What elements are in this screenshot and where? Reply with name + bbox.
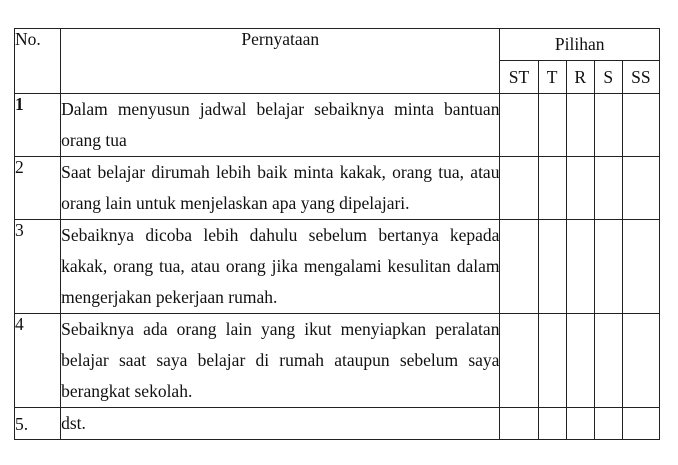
row-statement: Sebaiknya dicoba lebih dahulu sebelum bertanya kepada kakak, orang tua, atau orang jika mengalami kesulitan dalam mengerjakan pekerjaan rumah. <box>61 220 500 314</box>
header-option-st: ST <box>500 61 538 94</box>
choice-cell-t[interactable] <box>538 157 566 220</box>
choice-cell-ss[interactable] <box>622 157 659 220</box>
table-row <box>15 408 660 440</box>
row-number: 2 <box>15 157 61 220</box>
row-statement: Sebaiknya ada orang lain yang ikut menyiapkan peralatan belajar saat saya belajar di rumah ataupun sebelum saya berangkat sekolah. <box>61 314 500 408</box>
choice-cell-r[interactable] <box>566 314 594 408</box>
table-row <box>15 220 660 314</box>
header-number: No. <box>15 29 61 94</box>
choice-cell-s[interactable] <box>594 157 622 220</box>
choice-cell-r[interactable] <box>566 94 594 157</box>
choice-cell-t[interactable] <box>538 220 566 314</box>
choice-cell-t[interactable] <box>538 314 566 408</box>
choice-cell-st[interactable] <box>500 220 538 314</box>
choice-cell-st[interactable] <box>500 94 538 157</box>
choice-cell-r[interactable] <box>566 220 594 314</box>
table-header <box>15 29 660 94</box>
choice-cell-s[interactable] <box>594 408 622 440</box>
choice-cell-ss[interactable] <box>622 94 659 157</box>
choice-cell-ss[interactable] <box>622 220 659 314</box>
table-row <box>15 314 660 408</box>
choice-cell-s[interactable] <box>594 220 622 314</box>
row-number: 4 <box>15 314 61 408</box>
header-choice-group: Pilihan <box>500 29 660 61</box>
header-option-r: R <box>566 61 594 94</box>
choice-cell-t[interactable] <box>538 408 566 440</box>
choice-cell-t[interactable] <box>538 94 566 157</box>
choice-cell-st[interactable] <box>500 157 538 220</box>
header-statement: Pernyataan <box>61 29 500 94</box>
choice-cell-s[interactable] <box>594 314 622 408</box>
row-number: 5. <box>15 408 61 440</box>
questionnaire-table <box>14 28 660 440</box>
choice-cell-ss[interactable] <box>622 408 659 440</box>
table-row <box>15 94 660 157</box>
choice-cell-st[interactable] <box>500 314 538 408</box>
header-row <box>15 29 660 61</box>
choice-cell-s[interactable] <box>594 94 622 157</box>
row-statement: dst. <box>61 408 500 440</box>
choice-cell-r[interactable] <box>566 157 594 220</box>
header-option-s: S <box>594 61 622 94</box>
row-number: 1 <box>15 94 61 157</box>
table-row <box>15 157 660 220</box>
row-statement: Dalam menyusun jadwal belajar sebaiknya minta bantuan orang tua <box>61 94 500 157</box>
header-option-t: T <box>538 61 566 94</box>
choice-cell-r[interactable] <box>566 408 594 440</box>
header-option-ss: SS <box>622 61 659 94</box>
table-body <box>15 94 660 440</box>
row-statement: Saat belajar dirumah lebih baik minta kakak, orang tua, atau orang lain untuk menjelaskan apa yang dipelajari. <box>61 157 500 220</box>
row-number: 3 <box>15 220 61 314</box>
choice-cell-st[interactable] <box>500 408 538 440</box>
choice-cell-ss[interactable] <box>622 314 659 408</box>
